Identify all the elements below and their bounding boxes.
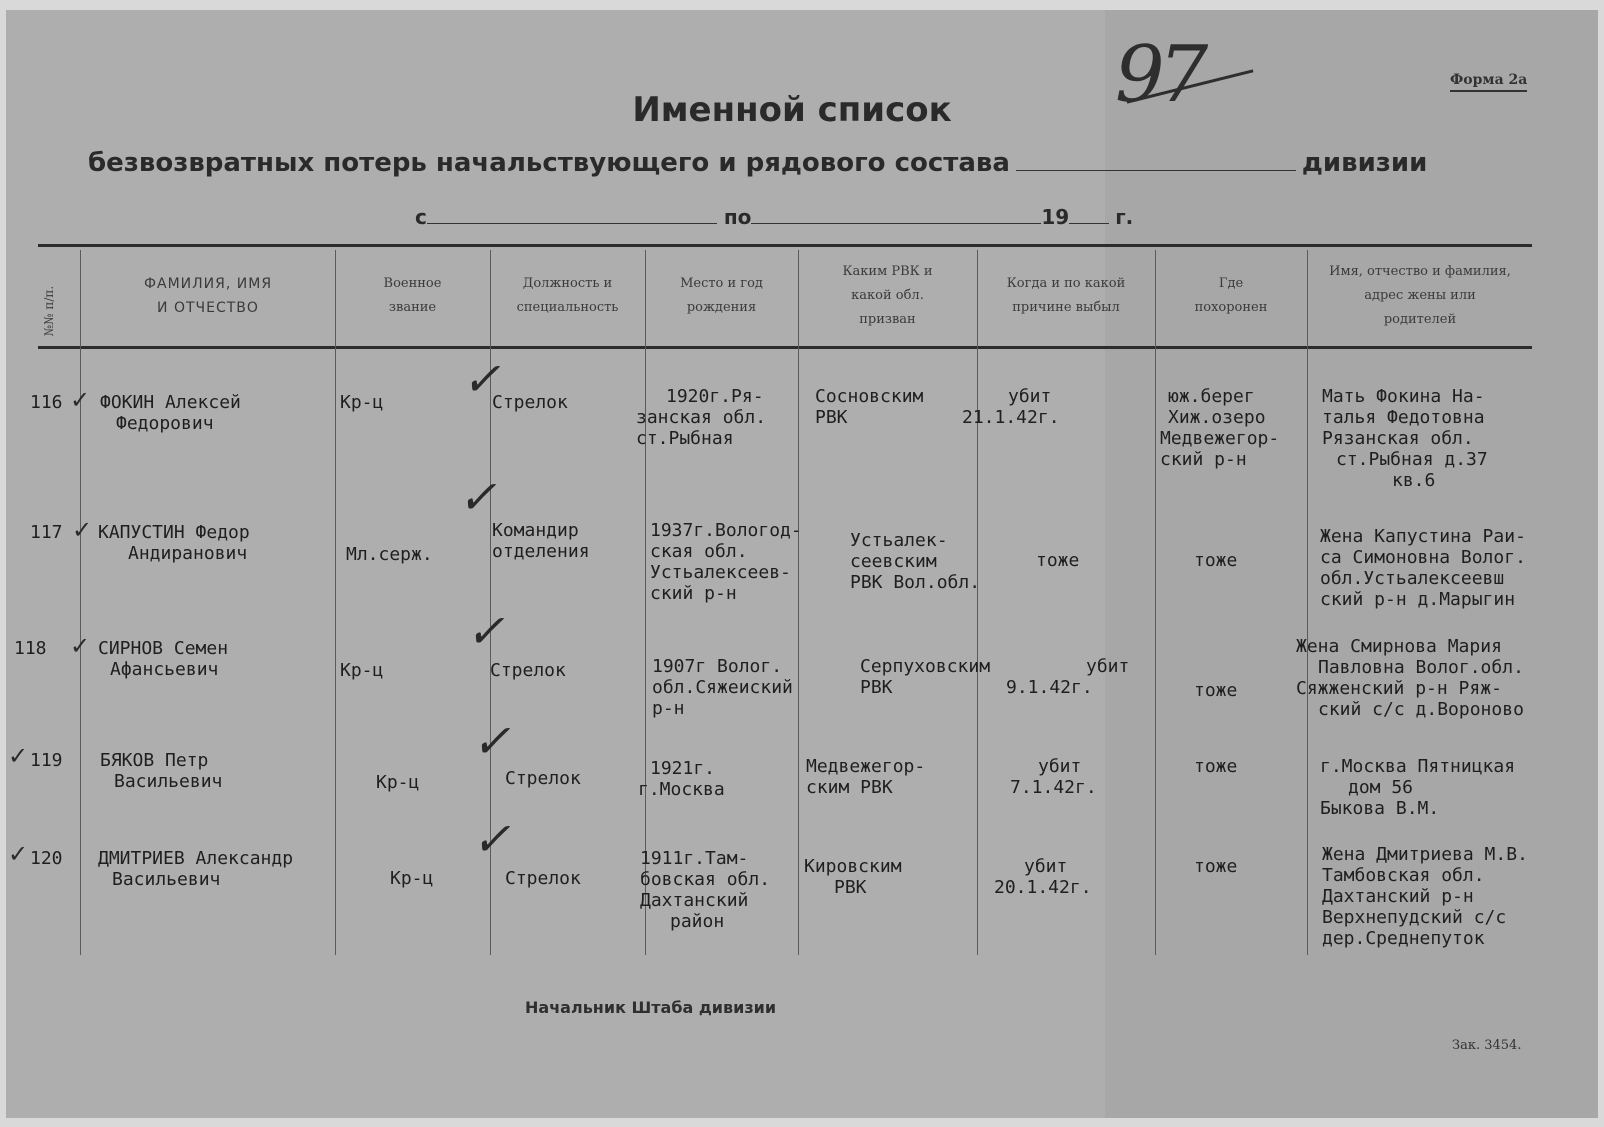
row-rvk: Сосновским РВК xyxy=(815,386,924,428)
header-number: №№ п/п. xyxy=(42,285,57,337)
check-mark-icon: ✓ xyxy=(70,386,91,414)
row-birth: 1911г.Там- бовская обл. Дахтанский район xyxy=(640,848,771,932)
header-rvk: Каким РВК и какой обл. призван xyxy=(842,264,933,327)
header-relatives: Имя, отчество и фамилия, адрес жены или родителей xyxy=(1329,264,1511,327)
row-when: убит 7.1.42г. xyxy=(1010,756,1097,798)
row-relatives: г.Москва Пятницкая дом 56 Быкова В.М. xyxy=(1320,756,1516,819)
footer-signature-line: Начальник Штаба дивизии xyxy=(525,998,777,1017)
row-relatives: Жена Смирнова Мария Павловна Волог.обл. Сяжженский р-н Ряж- ский с/с д.Вороново xyxy=(1296,636,1524,720)
row-buried: тоже xyxy=(1194,680,1238,701)
row-position: Стрелок xyxy=(505,768,581,789)
check-mark-icon: ✓ xyxy=(72,516,93,544)
row-name: ФОКИН Алексей Федорович xyxy=(100,392,241,434)
check-mark-icon: ✓ xyxy=(472,714,511,768)
period-year-blank xyxy=(1069,223,1109,224)
row-relatives: Жена Дмитриева М.В. Тамбовская обл. Дахтанский р-н Верхнепудский с/с дер.Среднепуток xyxy=(1322,844,1528,949)
row-birth: 1907г Волог. обл.Сяжеиский р-н xyxy=(652,656,793,719)
document-subtitle xyxy=(88,148,1427,178)
header-birth: Место и год рождения xyxy=(680,276,763,315)
row-buried: тоже xyxy=(1194,550,1238,571)
row-number: 120 xyxy=(30,848,63,869)
division-blank xyxy=(1016,170,1296,171)
check-mark-icon: ✓ xyxy=(458,470,497,524)
header-name: ФАМИЛИЯ, ИМЯ И ОТЧЕСТВО xyxy=(143,276,273,316)
column-divider xyxy=(80,250,81,955)
row-number: 118 xyxy=(14,638,47,659)
period-line xyxy=(415,205,1133,229)
row-position: Стрелок xyxy=(490,660,566,681)
row-rvk: Устьалек- сеевским РВК Вол.обл. xyxy=(850,530,981,593)
check-mark-icon: ✓ xyxy=(8,840,29,868)
check-mark-icon: ✓ xyxy=(472,812,511,866)
row-rank: Кр-ц xyxy=(390,868,434,889)
handwritten-page-number: 97 xyxy=(1115,30,1203,120)
period-from-blank xyxy=(427,223,717,224)
row-position: Командир отделения xyxy=(492,520,590,562)
period-year: 19 xyxy=(1041,205,1070,229)
row-relatives: Жена Капустина Раи- са Симоновна Волог. обл.Устьалексеевш ский р-н д.Марыгин xyxy=(1320,526,1526,610)
row-buried: тоже xyxy=(1194,856,1238,877)
row-name: СИРНОВ Семен Афансьевич xyxy=(98,638,229,680)
header-position: Должность и специальность xyxy=(516,276,619,315)
row-rank: Мл.серж. xyxy=(346,544,433,565)
row-rank: Кр-ц xyxy=(376,772,420,793)
row-number: 116 xyxy=(30,392,63,413)
column-divider xyxy=(1155,250,1156,955)
column-divider xyxy=(335,250,336,955)
row-when: убит 21.1.42г. xyxy=(962,386,1060,428)
row-position: Стрелок xyxy=(505,868,581,889)
column-divider xyxy=(977,250,978,955)
check-mark-icon: ✓ xyxy=(466,604,505,658)
row-birth: 1921г. г.Москва xyxy=(638,758,725,800)
row-rvk: Медвежегор- ским РВК xyxy=(806,756,926,798)
form-label: Форма 2а xyxy=(1450,72,1527,92)
row-when: убит 9.1.42г. xyxy=(1006,656,1130,698)
period-to-label: по xyxy=(723,205,752,229)
column-divider xyxy=(1307,250,1308,955)
row-rvk: Серпуховским РВК xyxy=(860,656,991,698)
row-when: убит 20.1.42г. xyxy=(994,856,1092,898)
row-rvk: Кировским РВК xyxy=(804,856,902,898)
row-rank: Кр-ц xyxy=(340,392,384,413)
period-from-label: с xyxy=(415,205,427,229)
row-buried: тоже xyxy=(1194,756,1238,777)
header-rank: Военное звание xyxy=(383,276,442,315)
check-mark-icon: ✓ xyxy=(8,742,29,770)
document-title: Именной список xyxy=(632,90,952,130)
row-name: КАПУСТИН Федор Андиранович xyxy=(98,522,250,564)
row-birth: 1920г.Ря- занская обл. ст.Рыбная xyxy=(636,386,767,449)
row-buried: юж.берег Хиж.озеро Медвежегор- ский р-н xyxy=(1160,386,1280,470)
order-number: Зак. 3454. xyxy=(1452,1038,1522,1053)
period-to-blank xyxy=(751,223,1041,224)
header-when: Когда и по какой причине выбыл xyxy=(1006,276,1126,315)
row-name: ДМИТРИЕВ Александр Васильевич xyxy=(98,848,294,890)
subtitle-text: безвозвратных потерь начальствующего и рядового состава xyxy=(88,148,1010,178)
row-number: 117 xyxy=(30,522,63,543)
row-position: Стрелок xyxy=(492,392,568,413)
row-relatives: Мать Фокина На- талья Федотовна Рязанская обл. ст.Рыбная д.37 кв.6 xyxy=(1322,386,1488,491)
period-year-suffix: г. xyxy=(1115,205,1134,229)
subtitle-division: дивизии xyxy=(1301,148,1428,178)
row-number: 119 xyxy=(30,750,63,771)
header-buried: Где похоронен xyxy=(1194,276,1268,315)
check-mark-icon: ✓ xyxy=(462,352,501,406)
row-rank: Кр-ц xyxy=(340,660,384,681)
row-birth: 1937г.Вологод- ская обл. Устьалексеев- ский р-н xyxy=(650,520,802,604)
table-top-rule xyxy=(38,244,1532,247)
check-mark-icon: ✓ xyxy=(70,632,91,660)
row-when: тоже xyxy=(1036,550,1080,571)
row-name: БЯКОВ Петр Васильевич xyxy=(100,750,223,792)
